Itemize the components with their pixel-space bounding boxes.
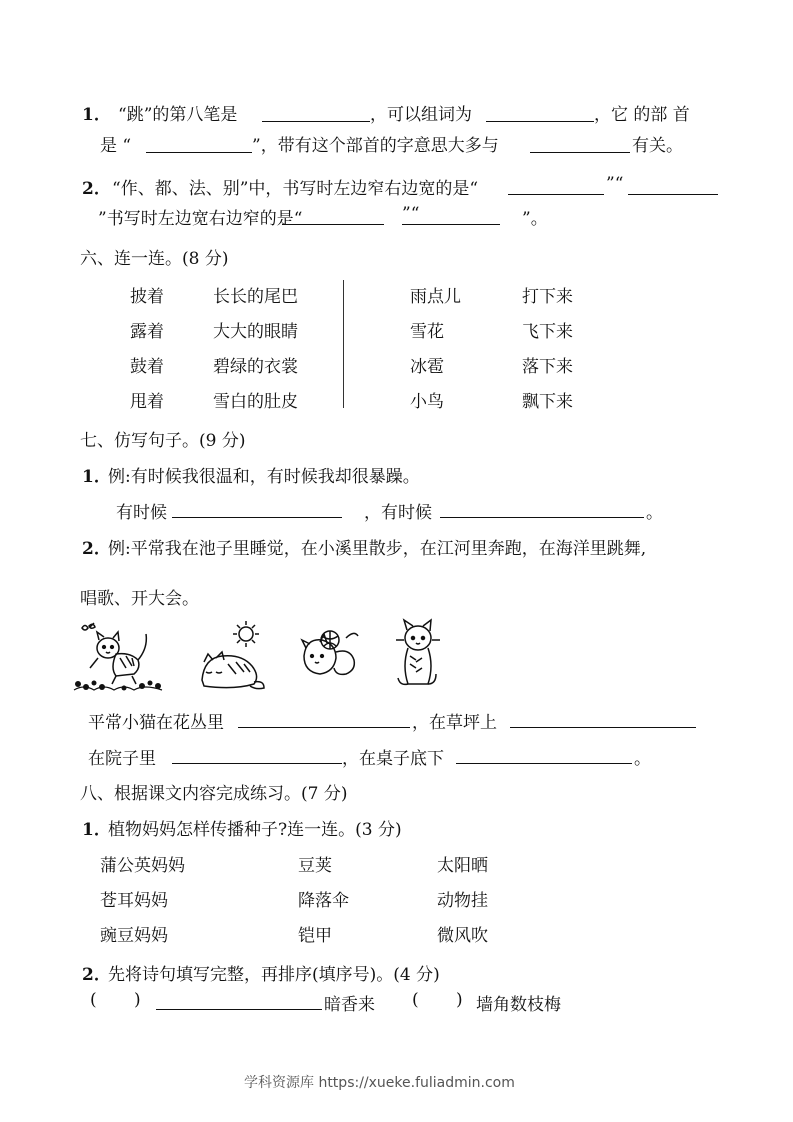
cat-with-ball-illustration [296, 618, 362, 692]
q5-item1-text-c: ，它 的部 首 [594, 105, 690, 125]
s7-item1-blank-1[interactable] [172, 517, 342, 518]
s8-col-a-1: 蒲公英妈妈 [100, 856, 185, 876]
s7-item2-example-cont: 唱歌、开大会。 [80, 589, 199, 609]
s8-paren-close-1: ) [134, 990, 141, 1010]
q5-item2-text-e: ”。 [522, 209, 548, 229]
s8-item1-number: 1． [82, 820, 111, 840]
s8-col-a-3: 豌豆妈妈 [100, 926, 168, 946]
s6-left-a-1: 披着 [130, 287, 164, 307]
s7-item1-blank-2[interactable] [440, 517, 644, 518]
s7-item2-blank-4[interactable] [456, 763, 632, 764]
s6-right-a-1: 雨点儿 [410, 287, 461, 307]
s6-left-b-1: 长长的尾巴 [213, 287, 298, 307]
s8-col-b-2: 降落伞 [298, 891, 349, 911]
s8-item1-text: 植物妈妈怎样传播种子?连一连。(3 分) [108, 820, 402, 840]
q5-item1-blank-1[interactable] [262, 121, 370, 122]
s8-paren-close-2: ) [456, 990, 463, 1010]
s8-item2-number: 2． [82, 965, 111, 985]
s6-left-b-4: 雪白的肚皮 [213, 392, 298, 412]
s7-item1-fill-b: ，有时候 [364, 503, 432, 523]
section-7-heading: 七、仿写句子。(9 分) [80, 431, 246, 451]
s7-item2-blank-3[interactable] [172, 763, 342, 764]
s7-item1-fill-a: 有时候 [116, 503, 167, 523]
s8-paren-open-2: ( [412, 990, 419, 1010]
q5-item1-text-d: 是 “ [100, 136, 132, 156]
sleeping-cat-sun-illustration [196, 618, 268, 692]
s7-item2-fill-end: 。 [634, 749, 651, 769]
s6-left-b-3: 碧绿的衣裳 [213, 357, 298, 377]
q5-item1-text-f: 有关。 [632, 136, 683, 156]
s7-item2-example: 例:平常我在池子里睡觉，在小溪里散步，在江河里奔跑，在海洋里跳舞, [108, 539, 647, 559]
s6-right-b-4: 飘下来 [522, 392, 573, 412]
q5-item2-text-d: ”“ [402, 204, 420, 224]
s6-right-a-4: 小鸟 [410, 392, 444, 412]
s6-right-a-3: 冰雹 [410, 357, 444, 377]
s8-poem-blank[interactable] [156, 1009, 322, 1010]
section-6-heading: 六、连一连。(8 分) [80, 249, 229, 269]
s7-item2-fill-d: ，在桌子底下 [342, 749, 444, 769]
s7-item2-blank-1[interactable] [238, 727, 410, 728]
s7-item2-number: 2． [82, 539, 111, 559]
s7-item2-fill-c: 在院子里 [88, 749, 156, 769]
s8-col-c-3: 微风吹 [437, 926, 488, 946]
q5-item2-blank-1[interactable] [508, 194, 604, 195]
s8-col-b-3: 铠甲 [298, 926, 332, 946]
q5-item2-blank-4[interactable] [402, 224, 500, 225]
q5-item2-text-a: “作、都、法、别”中，书写时左边窄右边宽的是“ [112, 179, 479, 199]
s7-item2-fill-b: ，在草坪上 [412, 713, 497, 733]
section-8-heading: 八、根据课文内容完成练习。(7 分) [80, 784, 348, 804]
s6-right-b-1: 打下来 [522, 287, 573, 307]
s8-col-b-1: 豆荚 [298, 856, 332, 876]
s6-left-a-2: 露着 [130, 322, 164, 342]
s7-item2-fill-a: 平常小猫在花丛里 [88, 713, 224, 733]
s8-poem-line-b: 墙角数枝梅 [476, 995, 561, 1015]
s7-item1-example: 例:有时候我很温和，有时候我却很暴躁。 [108, 467, 420, 487]
s7-item1-number: 1． [82, 467, 111, 487]
sitting-cat-illustration [392, 618, 444, 692]
s8-paren-open-1: ( [90, 990, 97, 1010]
s7-item1-fill-end: 。 [646, 503, 663, 523]
s6-left-b-2: 大大的眼睛 [213, 322, 298, 342]
q5-item2-blank-3[interactable] [282, 224, 384, 225]
q5-item1-blank-3[interactable] [146, 152, 252, 153]
s8-item2-text: 先将诗句填写完整，再排序(填序号)。(4 分) [108, 965, 440, 985]
q5-item2-blank-2[interactable] [628, 194, 718, 195]
q5-item2-text-b: ”“ [606, 174, 624, 194]
s8-col-c-1: 太阳晒 [437, 856, 488, 876]
cat-in-flowers-illustration [72, 618, 164, 692]
s6-right-a-2: 雪花 [410, 322, 444, 342]
q5-item1-blank-2[interactable] [486, 121, 594, 122]
q5-item1-text-a: “跳”的第八笔是 [118, 105, 238, 125]
q5-item2-text-c: ”书写时左边宽右边窄的是“ [98, 209, 303, 229]
s8-poem-line-a: 暗香来 [324, 995, 375, 1015]
q5-item1-number: 1． [82, 105, 111, 125]
footer-watermark: 学科资源库 https://xueke.fuliadmin.com [244, 1075, 515, 1091]
q5-item1-text-b: ，可以组词为 [370, 105, 472, 125]
s6-right-b-3: 落下来 [522, 357, 573, 377]
q5-item2-number: 2． [82, 179, 111, 199]
s6-left-a-3: 鼓着 [130, 357, 164, 377]
s6-right-b-2: 飞下来 [522, 322, 573, 342]
q5-item1-text-e: ”，带有这个部首的字意思大多与 [252, 136, 499, 156]
s8-col-a-2: 苍耳妈妈 [100, 891, 168, 911]
s8-col-c-2: 动物挂 [437, 891, 488, 911]
s7-item2-blank-2[interactable] [510, 727, 696, 728]
q5-item1-blank-4[interactable] [530, 152, 630, 153]
column-divider [343, 280, 344, 408]
s6-left-a-4: 甩着 [130, 392, 164, 412]
